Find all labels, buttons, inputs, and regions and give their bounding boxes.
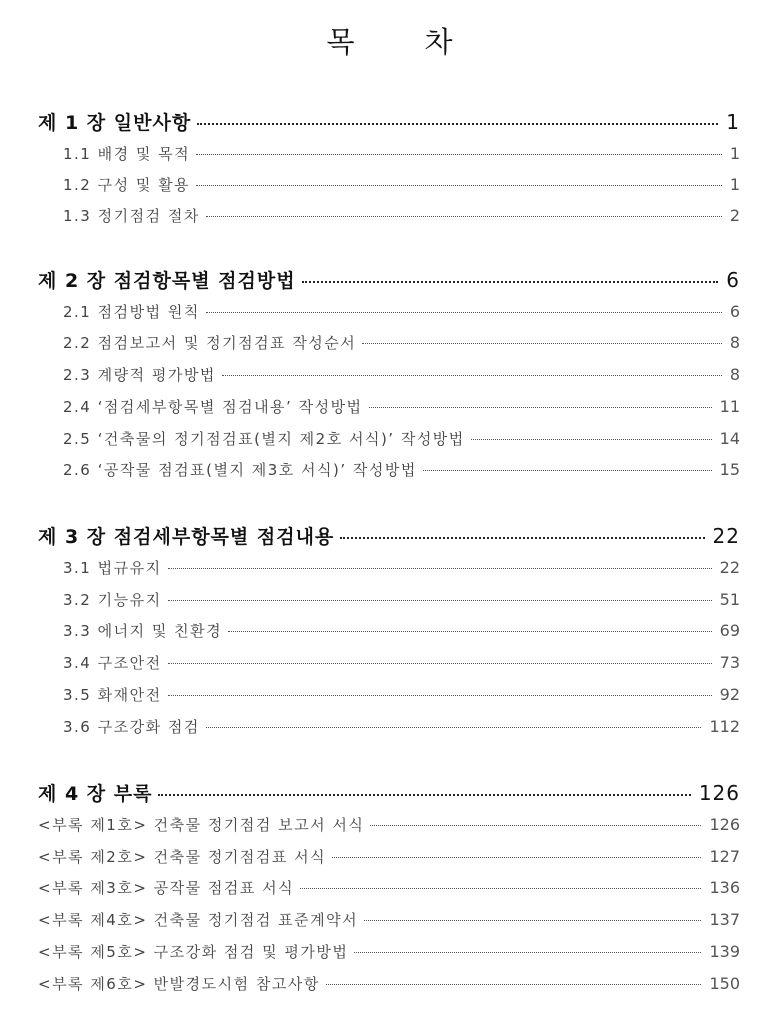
item-label: <부록 제1호> 건축물 정기점검 보고서 서식 bbox=[38, 816, 365, 834]
item-label: 2.6 ‘공작물 점검표(별지 제3호 서식)’ 작성방법 bbox=[63, 461, 417, 479]
dot-leader bbox=[228, 621, 712, 636]
dot-leader bbox=[197, 110, 718, 129]
page-number: 150 bbox=[709, 974, 740, 993]
page-number: 92 bbox=[719, 685, 740, 704]
dot-leader bbox=[168, 685, 712, 700]
chapter-label: 제 4 장 부록 bbox=[38, 783, 153, 805]
dot-leader bbox=[471, 429, 712, 444]
dot-leader bbox=[168, 590, 712, 605]
page-number: 1 bbox=[726, 110, 740, 134]
dot-leader bbox=[332, 847, 701, 862]
dot-leader bbox=[168, 653, 712, 668]
page-number: 127 bbox=[709, 847, 740, 866]
toc-appendix-item[interactable] bbox=[38, 846, 740, 867]
item-label: 2.2 점검보고서 및 정기점검표 작성순서 bbox=[63, 334, 357, 352]
item-label: 3.3 에너지 및 친환경 bbox=[63, 622, 223, 640]
page-number: 1 bbox=[729, 144, 740, 163]
page-number: 112 bbox=[709, 717, 740, 736]
page-number: 2 bbox=[729, 206, 740, 225]
dot-leader bbox=[340, 524, 704, 543]
item-label: <부록 제5호> 구조강화 점검 및 평가방법 bbox=[38, 943, 349, 961]
dot-leader bbox=[168, 558, 712, 573]
page-number: 139 bbox=[709, 942, 740, 961]
page-number: 51 bbox=[719, 590, 740, 609]
item-label: 1.1 배경 및 목적 bbox=[63, 145, 191, 163]
toc-appendix-item[interactable] bbox=[38, 814, 740, 835]
page-number: 22 bbox=[712, 524, 740, 548]
toc-item[interactable] bbox=[63, 652, 740, 673]
dot-leader bbox=[423, 460, 712, 475]
toc-item[interactable] bbox=[63, 557, 740, 578]
toc-item[interactable] bbox=[63, 684, 740, 705]
item-label: 1.2 구성 및 활용 bbox=[63, 176, 191, 194]
toc-chapter-4[interactable] bbox=[38, 779, 740, 806]
toc-item[interactable] bbox=[63, 620, 740, 641]
item-label: 2.1 점검방법 원칙 bbox=[63, 303, 200, 321]
item-label: 1.3 정기점검 절차 bbox=[63, 207, 200, 225]
item-label: 3.6 구조강화 점검 bbox=[63, 718, 200, 736]
dot-leader bbox=[222, 365, 722, 380]
page-number: 126 bbox=[698, 781, 740, 805]
item-label: 3.1 법규유지 bbox=[63, 559, 162, 577]
toc-chapter-2[interactable] bbox=[38, 266, 740, 293]
title-char-2: 차 bbox=[424, 25, 453, 59]
dot-leader bbox=[370, 815, 701, 830]
toc-chapter-3[interactable] bbox=[38, 522, 740, 549]
page-number: 8 bbox=[729, 333, 740, 352]
page-number: 14 bbox=[719, 429, 740, 448]
dot-leader bbox=[302, 268, 719, 287]
toc-item[interactable] bbox=[63, 459, 740, 480]
dot-leader bbox=[158, 781, 690, 800]
page-number: 137 bbox=[709, 910, 740, 929]
toc-item[interactable] bbox=[63, 716, 740, 737]
item-label: 2.4 ‘점검세부항목별 점검내용’ 작성방법 bbox=[63, 398, 363, 416]
page-number: 11 bbox=[719, 397, 740, 416]
dot-leader bbox=[369, 397, 712, 412]
dot-leader bbox=[196, 144, 722, 159]
toc-item[interactable] bbox=[63, 332, 740, 353]
toc-appendix-item[interactable] bbox=[38, 909, 740, 930]
item-label: 3.4 구조안전 bbox=[63, 654, 162, 672]
item-label: <부록 제2호> 건축물 정기점검표 서식 bbox=[38, 848, 327, 866]
toc-item[interactable] bbox=[63, 396, 740, 417]
page-number: 15 bbox=[719, 460, 740, 479]
toc-appendix-item[interactable] bbox=[38, 941, 740, 962]
page-number: 1 bbox=[729, 175, 740, 194]
dot-leader bbox=[354, 942, 701, 957]
item-label: 3.2 기능유지 bbox=[63, 591, 162, 609]
chapter-label: 제 2 장 점검항목별 점검방법 bbox=[38, 270, 296, 292]
page-number: 136 bbox=[709, 878, 740, 897]
toc-item[interactable] bbox=[63, 589, 740, 610]
dot-leader bbox=[364, 910, 701, 925]
dot-leader bbox=[326, 974, 702, 989]
page-number: 69 bbox=[719, 621, 740, 640]
dot-leader bbox=[206, 717, 702, 732]
item-label: <부록 제4호> 건축물 정기점검 표준계약서 bbox=[38, 911, 359, 929]
chapter-label: 제 3 장 점검세부항목별 점검내용 bbox=[38, 526, 335, 548]
dot-leader bbox=[206, 206, 722, 221]
page-number: 22 bbox=[719, 558, 740, 577]
dot-leader bbox=[362, 333, 722, 348]
toc-item[interactable] bbox=[63, 364, 740, 385]
page-number: 8 bbox=[729, 365, 740, 384]
toc-appendix-item[interactable] bbox=[38, 877, 740, 898]
toc-item[interactable] bbox=[63, 301, 740, 322]
dot-leader bbox=[196, 175, 722, 190]
page-title bbox=[0, 20, 779, 61]
dot-leader bbox=[206, 302, 722, 317]
page-number: 126 bbox=[709, 815, 740, 834]
toc-item[interactable] bbox=[63, 143, 740, 164]
toc-appendix-item[interactable] bbox=[38, 973, 740, 994]
page-number: 73 bbox=[719, 653, 740, 672]
item-label: <부록 제6호> 반발경도시험 참고사항 bbox=[38, 975, 320, 993]
toc-item[interactable] bbox=[63, 428, 740, 449]
item-label: 2.3 계량적 평가방법 bbox=[63, 366, 216, 384]
page-number: 6 bbox=[726, 268, 740, 292]
toc-chapter-1[interactable] bbox=[38, 108, 740, 135]
title-char-1: 목 bbox=[326, 25, 355, 59]
item-label: 3.5 화재안전 bbox=[63, 686, 162, 704]
item-label: 2.5 ‘건축물의 정기점검표(별지 제2호 서식)’ 작성방법 bbox=[63, 430, 465, 448]
dot-leader bbox=[300, 878, 701, 893]
toc-item[interactable] bbox=[63, 174, 740, 195]
item-label: <부록 제3호> 공작물 점검표 서식 bbox=[38, 879, 295, 897]
chapter-label: 제 1 장 일반사항 bbox=[38, 112, 192, 134]
page-number: 6 bbox=[729, 302, 740, 321]
toc-item[interactable] bbox=[63, 205, 740, 226]
